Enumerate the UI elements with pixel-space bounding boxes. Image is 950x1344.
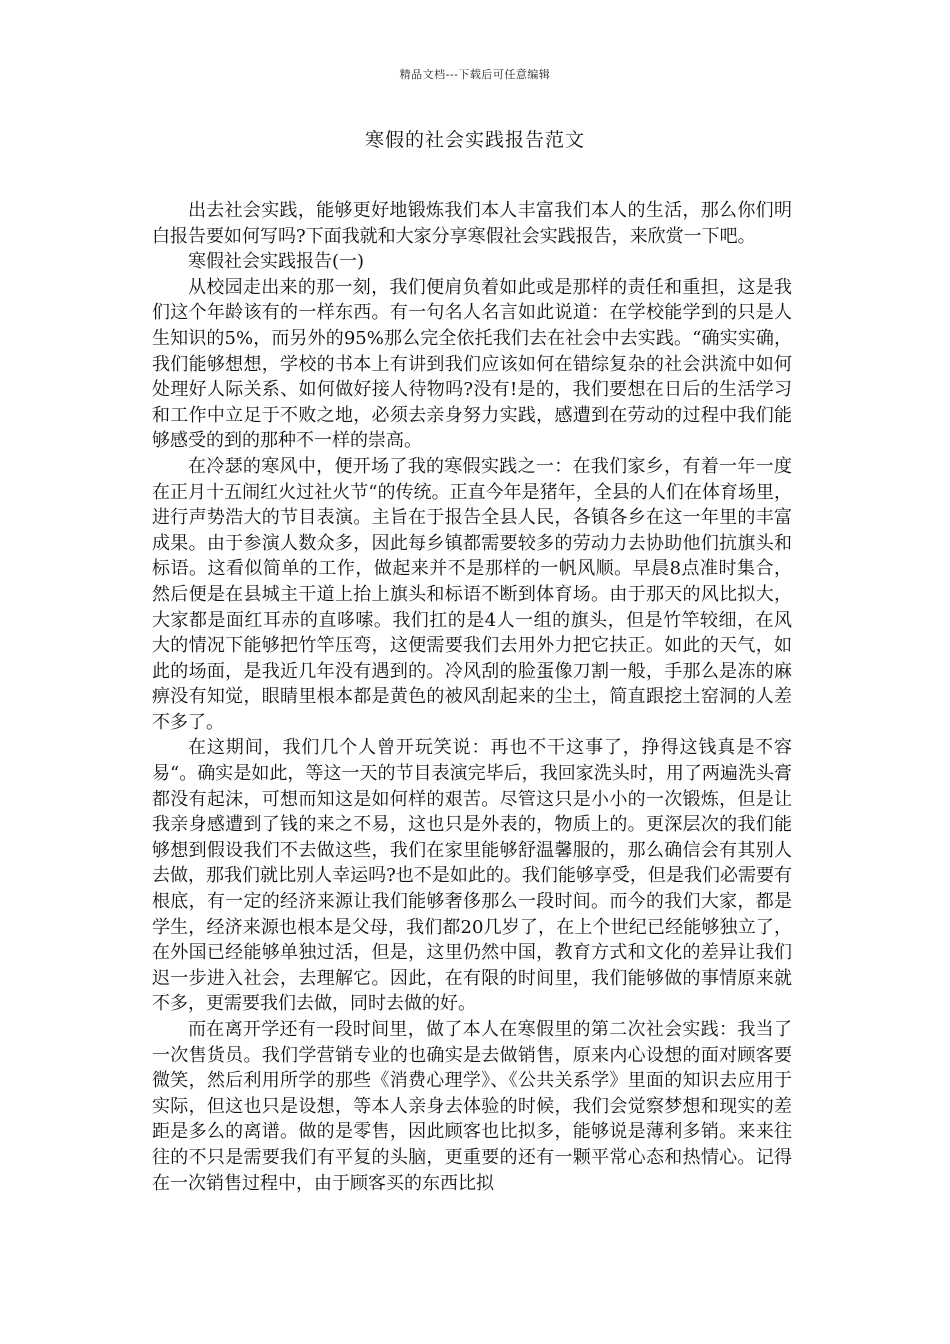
document-title: 寒假的社会实践报告范文 — [364, 129, 585, 151]
paragraph: 在冷瑟的寒风中，便开场了我的寒假实践之一：在我们家乡，有着一年一度在正月十五闹红火过社火节“的传统。正直今年是猪年，全县的人们在体育场里，进行声势浩大的节目表演。主旨在于报告全县人民，各镇各乡在这一年里的丰富成果。由于参演人数众多，因此每乡镇都需要较多的劳动力去协助他们抗旗头和标语。这看似简单的工作，做起来并不是那样的一帆风顺。早晨8点准时集合，然后便是在县城主干道上抬上旗头和标语不断到体育场。由于那天的风比拟大，大家都是面红耳赤的直哆嗦。我们扛的是4人一组的旗头，但是竹竿较细，在风大的情况下能够把竹竿压弯，这便需要我们去用外力把它扶正。如此的天气，如此的场面，是我近几年没有遇到的。冷风刮的脸蛋像刀割一般，手那么是冻的麻痹没有知觉，眼睛里根本都是黄色的被风刮起来的尘土，简直跟挖土窑洞的人差不多了。 — [152, 455, 792, 733]
document-body — [152, 198, 792, 1196]
paragraph: 而在离开学还有一段时间里，做了本人在寒假里的第二次社会实践：我当了一次售货员。我们学营销专业的也确实是去做销售，原来内心设想的面对顾客要微笑，然后利用所学的那些《消费心理学》、《公共关系学》里面的知识去应用于实际，但这也只是设想，等本人亲身去体验的时候，我们会觉察梦想和现实的差距是多么的离谱。做的是零售，因此顾客也比拟多，能够说是薄利多销。来来往往的不只是需要我们有平复的头脑，更重要的还有一颗平常心态和热情心。记得在一次销售过程中，由于顾客买的东西比拟 — [152, 1019, 792, 1194]
paragraph-intro: 出去社会实践，能够更好地锻炼我们本人丰富我们本人的生活，那么你们明白报告要如何写吗?下面我就和大家分享寒假社会实践报告，来欣赏一下吧。 — [152, 200, 792, 247]
paragraph: 在这期间，我们几个人曾开玩笑说：再也不干这事了，挣得这钱真是不容易“。确实是如此，等这一天的节目表演完毕后，我回家洗头时，用了两遍洗头膏都没有起沫，可想而知这是如何样的艰苦。尽管这只是小小的一次锻炼，但是让我亲身感遭到了钱的来之不易，这也只是外表的，物质上的。更深层次的我们能够想到假设我们不去做这些，我们在家里能够舒温馨服的，那么确信会有其别人去做，那我们就比别人幸运吗?也不是如此的。我们能够享受，但是我们必需要有根底，有一定的经济来源让我们能够奢侈那么一段时间。而今的我们大家，都是学生，经济来源也根本是父母，我们都20几岁了，在上个世纪已经能够独立了，在外国已经能够单独过活，但是，这里仍然中国，教育方式和文化的差异让我们迟一步进入社会，去理解它。因此，在有限的时间里，我们能够做的事情原来就不多，更需要我们去做，同时去做的好。 — [152, 737, 792, 1015]
paragraph: 从校园走出来的那一刻，我们便肩负着如此或是那样的责任和重担，这是我们这个年龄该有的一样东西。有一句名人名言如此说道：在学校能学到的只是人生知识的5%，而另外的95%那么完全依托我们去在社会中去实践。“确实实确，我们能够想想，学校的书本上有讲到我们应该如何在错综复杂的社会洪流中如何处理好人际关系、如何做好接人待物吗?没有!是的，我们要想在日后的生活学习和工作中立足于不败之地，必须去亲身努力实践，感遭到在劳动的过程中我们能够感受的到的那种不一样的崇高。 — [152, 276, 792, 452]
header-note: 精品文档---下载后可任意编辑 — [399, 68, 551, 81]
section-heading: 寒假社会实践报告(一) — [188, 251, 365, 273]
